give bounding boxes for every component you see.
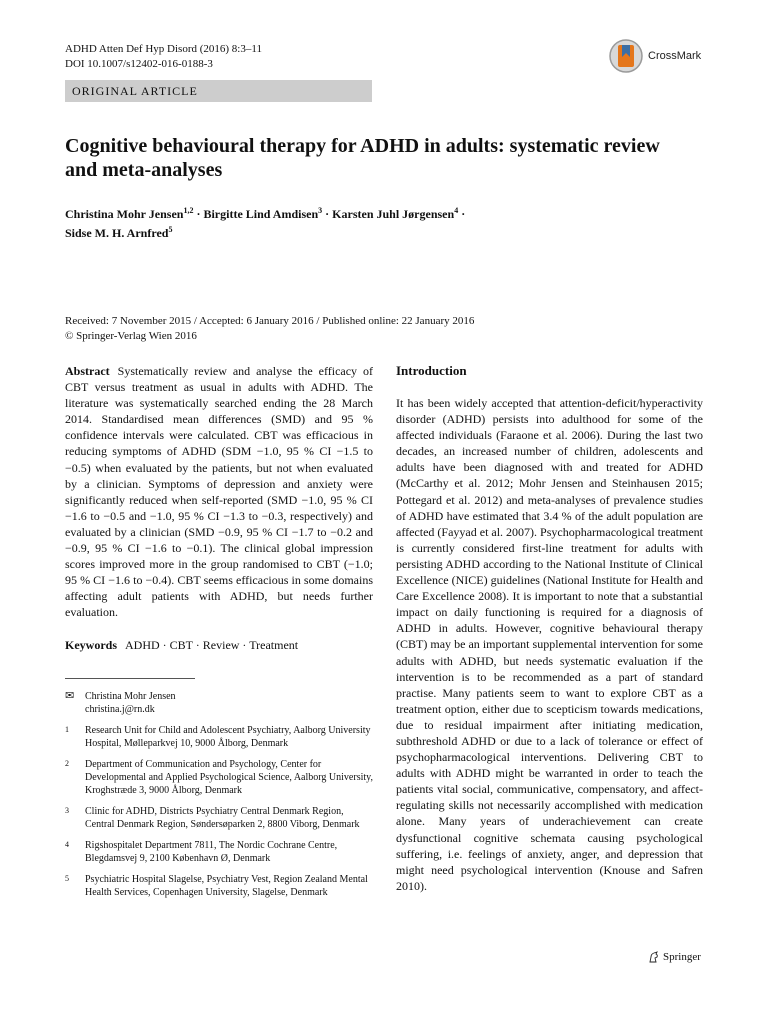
introduction-text: It has been widely accepted that attention-deficit/hyperactivity disorder (ADHD) persists into adulthood for some of the affected individuals (Faraone et al. 2006). During the last two decades, an increased number of children, adolescents and adults have been diagnosed with and treated for ADHD (McCarthy et al. 2012; Mohr Jensen and Steinhausen 2015; Pottegard et al. 2012) and meta-analyses of prevalence studies of ADHD have estimated that 3.4 % of the adult population are affected (Fayyad et al. 2007). Psychopharmacological treatment is currently considered first-line treatment for adults with persisting ADHD according to the National Institute of Clinical Excellence (NICE) guidelines (National Institute for Health and Care Excellence 2008). It is important to note that a substantial impact on daily functioning is required for a diagnosis of ADHD in adults. However, cognitive behavioural therapy (CBT) may be an important supplemental intervention for some adults with ADHD, but needs systematic evaluation if the intervention is to be recommended as a part of standard practise. Many patients seem to want to explore CBT as a treatment option, either due to scepticism towards medications, due to residual impairment after initiating medication, subthreshold ADHD or due to a lack of tolerance or effect of psychopharmacological interventions. Delivering CBT to adults with ADHD might be warranted in order to teach the patients vital social, communicative, compensatory, and affect-regulating skills not necessarily accomplished with medication alone. Many years of underachievement can create dysfunctional cognitive schemata causing psychological suffering, i.e. feelings of anxiety, anger, and depression that might need psychological intervention (Knouse and Safren 2010).	[396, 396, 703, 893]
affiliation-text: Department of Communication and Psychology, Center for Developmental and Applied Psychological Science, Aalborg University, Kroghstræde 3, 9000 Ålborg, Denmark	[85, 759, 373, 796]
keywords-section	[65, 637, 373, 653]
correspondence-block	[65, 690, 373, 716]
affiliation-item	[65, 805, 373, 831]
affiliation-text: Rigshospitalet Department 7811, The Nordic Cochrane Centre, Blegdamsvej 9, 2100 København Ø, Denmark	[85, 840, 338, 864]
affiliation-number: 5	[65, 874, 69, 883]
springer-horse-icon	[648, 951, 660, 963]
keywords-text: ADHD · CBT · Review · Treatment	[125, 638, 299, 652]
crossmark-badge[interactable]	[608, 38, 701, 74]
abstract-section	[65, 363, 373, 621]
affiliation-text: Psychiatric Hospital Slagelse, Psychiatry Vest, Region Zealand Mental Health Services, Copenhagen University, Slagelse, Denmark	[85, 874, 368, 898]
history-dates: Received: 7 November 2015 / Accepted: 6 January 2016 / Published online: 22 January 2016	[65, 315, 475, 327]
article-type-banner: ORIGINAL ARTICLE	[65, 80, 372, 102]
affiliations-list	[65, 690, 373, 907]
author-affil-ref: 4	[454, 206, 459, 215]
affiliation-number: 3	[65, 806, 69, 815]
journal-line: ADHD Atten Def Hyp Disord (2016) 8:3–11	[65, 43, 262, 55]
affiliation-item	[65, 873, 373, 899]
affiliation-number: 4	[65, 840, 69, 849]
affiliation-item	[65, 839, 373, 865]
doi-line[interactable]: DOI 10.1007/s12402-016-0188-3	[65, 58, 213, 70]
publisher-name: Springer	[663, 951, 701, 963]
affiliation-text: Research Unit for Child and Adolescent Psychiatry, Aalborg University Hospital, Mølleparkvej 10, 9000 Ålborg, Denmark	[85, 725, 371, 749]
abstract-text: Systematically review and analyse the efficacy of CBT versus treatment as usual in adults with ADHD. The literature was systematically searched ending the 28 March 2014. Standardised mean differences (SMD) and 95 % confidence intervals were calculated. CBT was efficacious in reducing symptoms of ADHD (SDM −1.0, 95 % CI −1.5 to −0.5) when evaluated by the patients, but not when evaluated by a clinician. Symptoms of depression and anxiety were significantly reduced when self-reported (SMD −1.0, 95 % CI −1.6 to −0.5 and −1.0, 95 % CI −1.3 to −0.3, respectively) and evaluated by a clinician (SMD −0.9, 95 % CI −1.7 to −0.2 and −0.9, 95 % CI −1.6 to −0.1). The clinical global impression scores improved more in the group randomised to CBT (−1.0; 95 % CI −1.6 to −0.4). CBT seems efficacious in some domains affecting adult patients with ADHD, but needs further evaluation.	[65, 364, 373, 620]
publication-dates	[65, 314, 474, 344]
affiliation-number: 1	[65, 725, 69, 734]
author-name[interactable]: Christina Mohr Jensen	[65, 207, 184, 221]
affiliation-item	[65, 724, 373, 750]
crossmark-icon	[608, 38, 644, 74]
affiliation-item	[65, 758, 373, 797]
affiliation-number: 2	[65, 759, 69, 768]
introduction-heading: Introduction	[396, 363, 467, 378]
author-name[interactable]: Karsten Juhl Jørgensen	[332, 207, 455, 221]
author-name[interactable]: Sidse M. H. Arnfred	[65, 226, 169, 240]
keywords-label: Keywords	[65, 638, 117, 652]
footnote-divider	[65, 678, 195, 679]
publisher-footer	[648, 951, 701, 963]
crossmark-label: CrossMark	[648, 50, 702, 62]
envelope-icon: ✉	[65, 690, 75, 702]
article-title: Cognitive behavioural therapy for ADHD in adults: systematic review and meta-analyses	[65, 135, 660, 181]
author-affil-ref: 3	[318, 206, 323, 215]
author-affil-ref: 5	[168, 225, 173, 234]
author-name[interactable]: Birgitte Lind Amdisen	[203, 207, 319, 221]
correspondence-name: Christina Mohr Jensen	[85, 691, 176, 702]
affiliation-text: Clinic for ADHD, Districts Psychiatry Central Denmark Region, Central Denmark Region, Søndersøparken 2, 8800 Viborg, Denmark	[85, 806, 360, 830]
abstract-label: Abstract	[65, 364, 110, 378]
copyright-line: © Springer-Verlag Wien 2016	[65, 330, 197, 342]
journal-citation	[65, 42, 262, 72]
correspondence-email[interactable]: christina.j@rn.dk	[85, 704, 155, 715]
author-list: Christina Mohr Jensen$^{1,2}$ · Birgitte Lind Amdisen$^3$ · Karsten Juhl Jørgensen$^4$ · Sidse M. H. Arnfred$^5$	[65, 206, 466, 240]
author-affil-ref: 1,2	[183, 206, 194, 215]
